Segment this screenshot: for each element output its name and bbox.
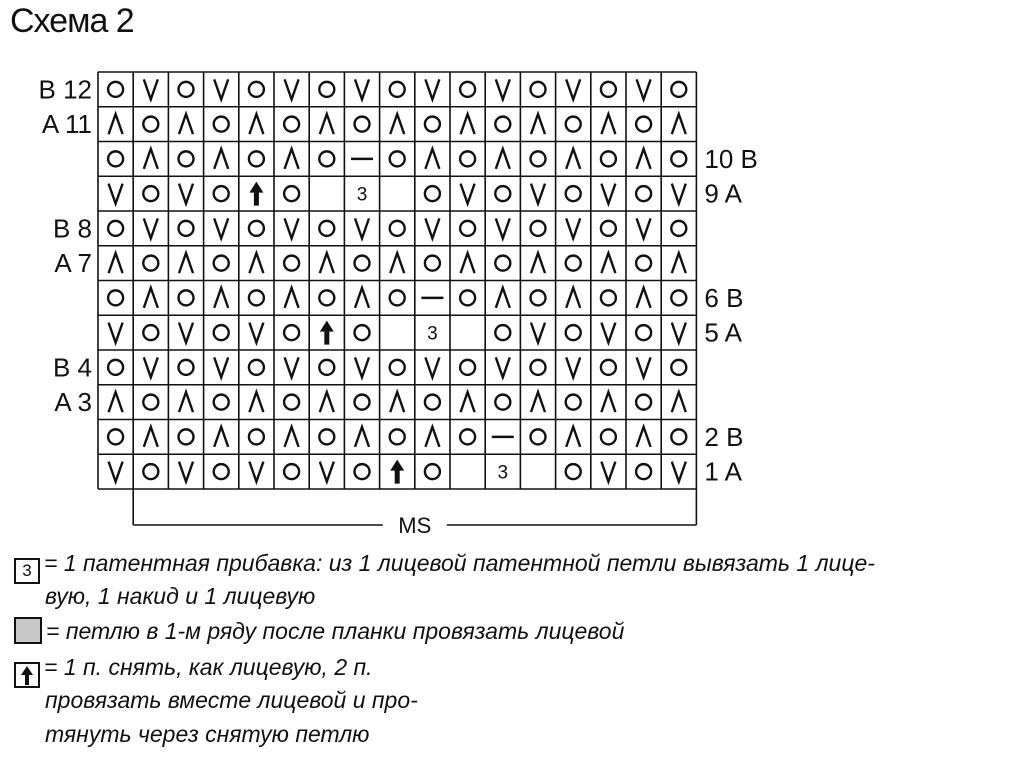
yarn-over-symbol (671, 221, 686, 236)
slip-stitch-symbol (601, 323, 615, 343)
knit-together-symbol (637, 288, 651, 308)
yarn-over-symbol (143, 256, 158, 271)
slip-stitch-symbol (179, 184, 193, 204)
slip-stitch-symbol (637, 357, 651, 377)
knit-together-symbol (425, 427, 439, 447)
slip-stitch-symbol (355, 79, 369, 99)
patent-increase-symbol: 3 (427, 323, 438, 345)
yarn-over-symbol (319, 360, 334, 375)
yarn-over-symbol (636, 117, 651, 132)
yarn-over-symbol (284, 117, 299, 132)
yarn-over-symbol (390, 82, 405, 97)
knit-together-symbol (179, 392, 193, 412)
yarn-over-symbol (214, 186, 229, 201)
slip-stitch-symbol (531, 323, 545, 343)
knit-together-symbol (566, 149, 580, 169)
slip-stitch-symbol (461, 184, 475, 204)
slip-stitch-symbol (144, 218, 158, 238)
knit-together-symbol (425, 149, 439, 169)
slip-stitch-symbol (179, 462, 193, 482)
yarn-over-symbol (179, 151, 194, 166)
yarn-over-symbol (143, 464, 158, 479)
knit-together-symbol (531, 114, 545, 134)
yarn-over-symbol (531, 151, 546, 166)
row-label-left: A 7 (54, 248, 92, 279)
yarn-over-symbol (143, 325, 158, 340)
knit-together-symbol (109, 253, 123, 273)
knit-together-symbol (672, 114, 686, 134)
knit-together-symbol (390, 114, 404, 134)
slip-stitch-symbol (214, 357, 228, 377)
yarn-over-symbol (319, 151, 334, 166)
yarn-over-symbol (671, 360, 686, 375)
row-label-right: 6 B (704, 282, 744, 313)
yarn-over-symbol (179, 360, 194, 375)
slip-stitch-symbol (355, 357, 369, 377)
legend-decrease-continuation-2: тянуть через снятую петлю (45, 721, 370, 747)
knit-together-symbol (390, 392, 404, 412)
row-label-right: 9 A (704, 178, 742, 209)
knit-together-symbol (179, 253, 193, 273)
yarn-over-symbol (495, 395, 510, 410)
yarn-over-symbol (531, 221, 546, 236)
yarn-over-symbol (108, 360, 123, 375)
knit-together-symbol (637, 427, 651, 447)
legend-patent-increase (14, 550, 875, 584)
yarn-over-symbol (636, 186, 651, 201)
slip-stitch-symbol (672, 184, 686, 204)
knit-together-symbol (461, 392, 475, 412)
slip-stitch-symbol (672, 323, 686, 343)
yarn-over-symbol (284, 464, 299, 479)
slip-stitch-symbol (672, 462, 686, 482)
yarn-over-symbol (460, 82, 475, 97)
row-label-left: B 4 (52, 352, 92, 383)
yarn-over-symbol (566, 256, 581, 271)
knit-together-symbol (637, 149, 651, 169)
yarn-over-symbol (355, 464, 370, 479)
yarn-over-symbol (249, 360, 264, 375)
yarn-over-symbol (671, 429, 686, 444)
yarn-over-symbol (249, 429, 264, 444)
patent-increase-symbol: 3 (356, 184, 368, 206)
yarn-over-symbol (671, 290, 686, 305)
knit-together-symbol (109, 114, 123, 134)
slip-stitch-symbol (214, 218, 228, 238)
yarn-over-symbol (319, 290, 334, 305)
yarn-over-symbol (214, 464, 229, 479)
row-label-right: 5 A (704, 317, 742, 348)
yarn-over-symbol (566, 325, 581, 340)
knit-together-symbol (355, 427, 369, 447)
slip-stitch-symbol (144, 357, 158, 377)
row-label-right: 2 B (704, 421, 744, 452)
yarn-over-symbol (143, 395, 158, 410)
yarn-over-symbol (460, 221, 475, 236)
yarn-over-symbol (355, 117, 370, 132)
yarn-over-symbol (636, 395, 651, 410)
yarn-over-symbol (355, 395, 370, 410)
yarn-over-symbol (249, 151, 264, 166)
knit-together-symbol (461, 114, 475, 134)
slip-stitch-symbol (425, 357, 439, 377)
legend-patent-increase-text: = 1 патентная прибавка: из 1 лицевой патентной петли вывязать 1 лице- (44, 550, 875, 576)
patent-increase-symbol: 3 (497, 462, 509, 484)
knit-together-symbol (249, 253, 263, 273)
yarn-over-symbol (601, 221, 616, 236)
slip-stitch-symbol (425, 218, 439, 238)
yarn-over-symbol (319, 82, 334, 97)
yarn-over-symbol (566, 464, 581, 479)
yarn-over-symbol (601, 290, 616, 305)
yarn-over-symbol (249, 290, 264, 305)
yarn-over-symbol (390, 151, 405, 166)
yarn-over-symbol (460, 429, 475, 444)
yarn-over-symbol (108, 429, 123, 444)
knit-together-symbol (320, 253, 334, 273)
yarn-over-symbol (390, 290, 405, 305)
yarn-over-symbol (355, 256, 370, 271)
knit-together-symbol (672, 392, 686, 412)
knit-together-symbol (179, 114, 193, 134)
yarn-over-symbol (390, 429, 405, 444)
yarn-over-symbol (460, 151, 475, 166)
patent-increase-symbol-icon: 3 (14, 558, 40, 584)
yarn-over-symbol (108, 221, 123, 236)
knit-together-symbol (320, 114, 334, 134)
yarn-over-symbol (601, 429, 616, 444)
yarn-over-symbol (284, 325, 299, 340)
row-label-right: 1 A (704, 456, 742, 487)
yarn-over-symbol (214, 117, 229, 132)
row-label-left: A 11 (41, 109, 92, 140)
knit-together-symbol (601, 253, 615, 273)
decrease-arrow-symbol (390, 460, 404, 484)
yarn-over-symbol (284, 256, 299, 271)
yarn-over-symbol (214, 395, 229, 410)
knit-together-symbol (566, 288, 580, 308)
yarn-over-symbol (108, 82, 123, 97)
legend-decrease (14, 654, 373, 688)
yarn-over-symbol (355, 325, 370, 340)
yarn-over-symbol (531, 290, 546, 305)
slip-stitch-symbol (144, 79, 158, 99)
knit-together-symbol (249, 114, 263, 134)
yarn-over-symbol (390, 360, 405, 375)
row-label-left: A 3 (54, 387, 92, 418)
knit-together-symbol (672, 253, 686, 273)
legend-gray-cell (14, 617, 624, 645)
yarn-over-symbol (601, 360, 616, 375)
slip-stitch-symbol (637, 79, 651, 99)
slip-stitch-symbol (566, 218, 580, 238)
slip-stitch-symbol (531, 184, 545, 204)
knit-together-symbol (496, 288, 510, 308)
knit-together-symbol (144, 288, 158, 308)
row-label-left: B 8 (52, 213, 92, 244)
repeat-label: MS (398, 513, 432, 538)
yarn-over-symbol (425, 117, 440, 132)
knit-together-symbol (566, 427, 580, 447)
yarn-over-symbol (143, 186, 158, 201)
yarn-over-symbol (179, 221, 194, 236)
knit-together-symbol (109, 392, 123, 412)
yarn-over-symbol (636, 464, 651, 479)
knit-together-symbol (496, 149, 510, 169)
yarn-over-symbol (495, 186, 510, 201)
yarn-over-symbol (671, 151, 686, 166)
yarn-over-symbol (531, 82, 546, 97)
slip-stitch-symbol (566, 79, 580, 99)
knit-together-symbol (285, 427, 299, 447)
yarn-over-symbol (425, 256, 440, 271)
row-label-left: B 12 (38, 74, 92, 105)
yarn-over-symbol (390, 221, 405, 236)
yarn-over-symbol (601, 82, 616, 97)
yarn-over-symbol (179, 429, 194, 444)
knit-together-symbol (214, 427, 228, 447)
row-label-right: 10 B (704, 143, 758, 174)
yarn-over-symbol (460, 360, 475, 375)
yarn-over-symbol (425, 464, 440, 479)
yarn-over-symbol (319, 429, 334, 444)
decrease-arrow-symbol (249, 182, 263, 206)
yarn-over-symbol (671, 82, 686, 97)
yarn-over-symbol (636, 256, 651, 271)
knit-together-symbol (214, 288, 228, 308)
knit-together-symbol (390, 253, 404, 273)
yarn-over-symbol (214, 256, 229, 271)
legend-gray-cell-text: = петлю в 1-м ряду после планки провязать лицевой (46, 618, 625, 644)
yarn-over-symbol (108, 290, 123, 305)
slip-stitch-symbol (566, 357, 580, 377)
yarn-over-symbol (284, 395, 299, 410)
slip-stitch-symbol (285, 357, 299, 377)
knit-together-symbol (601, 114, 615, 134)
yarn-over-symbol (425, 395, 440, 410)
slip-stitch-symbol (496, 357, 510, 377)
legend-decrease-continuation-1: провязать вместе лицевой и про- (45, 687, 418, 713)
gray-cell-icon (14, 617, 42, 644)
yarn-over-symbol (179, 82, 194, 97)
slip-stitch-symbol (320, 462, 334, 482)
yarn-over-symbol (495, 117, 510, 132)
yarn-over-symbol (531, 360, 546, 375)
yarn-over-symbol (566, 117, 581, 132)
chart-title: Схема 2 (10, 2, 134, 40)
knit-together-symbol (355, 288, 369, 308)
yarn-over-symbol (319, 221, 334, 236)
slip-stitch-symbol (285, 218, 299, 238)
yarn-over-symbol (249, 82, 264, 97)
decrease-arrow-symbol (320, 321, 334, 345)
slip-stitch-symbol (179, 323, 193, 343)
yarn-over-symbol (143, 117, 158, 132)
knit-together-symbol (531, 392, 545, 412)
knit-together-symbol (144, 149, 158, 169)
knit-together-symbol (285, 149, 299, 169)
knit-together-symbol (214, 149, 228, 169)
slip-stitch-symbol (496, 79, 510, 99)
yarn-over-symbol (495, 256, 510, 271)
yarn-over-symbol (495, 325, 510, 340)
slip-stitch-symbol (601, 184, 615, 204)
slip-stitch-symbol (214, 79, 228, 99)
yarn-over-symbol (460, 290, 475, 305)
yarn-over-symbol (214, 325, 229, 340)
knit-together-symbol (461, 253, 475, 273)
yarn-over-symbol (601, 151, 616, 166)
yarn-over-symbol (566, 186, 581, 201)
slip-stitch-symbol (637, 218, 651, 238)
knit-together-symbol (601, 392, 615, 412)
slip-stitch-symbol (109, 184, 123, 204)
legend-decrease-text: = 1 п. снять, как лицевую, 2 п. (44, 654, 373, 680)
slip-stitch-symbol (249, 323, 263, 343)
slip-stitch-symbol (109, 462, 123, 482)
yarn-over-symbol (531, 429, 546, 444)
slip-stitch-symbol (355, 218, 369, 238)
yarn-over-symbol (566, 395, 581, 410)
yarn-over-symbol (249, 221, 264, 236)
yarn-over-symbol (284, 186, 299, 201)
yarn-over-symbol (108, 151, 123, 166)
slip-stitch-symbol (249, 462, 263, 482)
yarn-over-symbol (636, 325, 651, 340)
knit-together-symbol (249, 392, 263, 412)
slip-stitch-symbol (285, 79, 299, 99)
decrease-arrow-icon (14, 662, 40, 688)
knit-together-symbol (285, 288, 299, 308)
knit-together-symbol (320, 392, 334, 412)
yarn-over-symbol (425, 186, 440, 201)
yarn-over-symbol (179, 290, 194, 305)
slip-stitch-symbol (496, 218, 510, 238)
slip-stitch-symbol (601, 462, 615, 482)
slip-stitch-symbol (109, 323, 123, 343)
knit-together-symbol (531, 253, 545, 273)
knit-together-symbol (144, 427, 158, 447)
legend-patent-increase-continuation: вую, 1 накид и 1 лицевую (45, 583, 316, 609)
slip-stitch-symbol (425, 79, 439, 99)
